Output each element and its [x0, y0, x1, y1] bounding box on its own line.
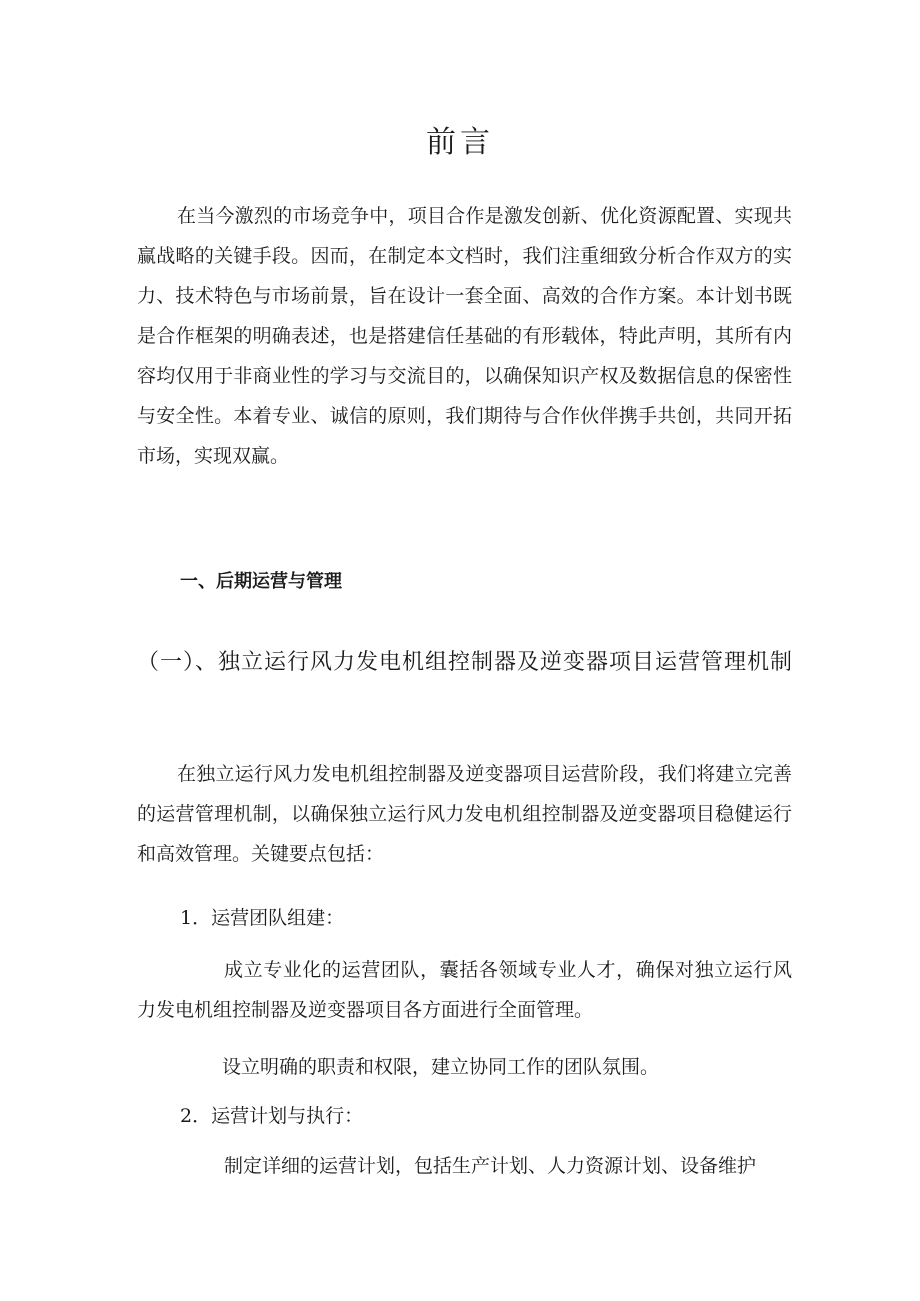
- responsibility-paragraph: 设立明确的职责和权限，建立协同工作的团队氛围。: [222, 1056, 660, 1078]
- list-item-plan-label: 2．运营计划与执行：: [180, 1105, 364, 1127]
- page-title: 前言: [426, 125, 494, 160]
- section-heading: 一、后期运营与管理: [180, 571, 342, 592]
- team-paragraph: 成立专业化的运营团队，囊括各领域专业人才，确保对独立运行风力发电机组控制器及逆变器项目各方面进行全面管理。: [137, 959, 792, 1021]
- list-item-team-label: 1．运营团队组建：: [180, 907, 345, 929]
- plan-paragraph: 制定详细的运营计划，包括生产计划、人力资源计划、设备维护: [224, 1155, 757, 1177]
- operations-paragraph: 在独立运行风力发电机组控制器及逆变器项目运营阶段，我们将建立完善的运营管理机制，以确保独立运行风力发电机组控制器及逆变器项目稳健运行和高效管理。关键要点包括：: [137, 763, 792, 865]
- intro-paragraph: 在当今激烈的市场竞争中，项目合作是激发创新、优化资源配置、实现共赢战略的关键手段。因而，在制定本文档时，我们注重细致分析合作双方的实力、技术特色与市场前景，旨在设计一套全面、高效的合作方案。本计划书既是合作框架的明确表述，也是搭建信任基础的有形载体，特此声明，其所有内容均仅用于非商业性的学习与交流目的，以确保知识产权及数据信息的保密性与安全性。本着专业、诚信的原则，我们期待与合作伙伴携手共创，共同开拓市场，实现双赢。: [137, 205, 792, 467]
- subsection-heading: （一）、独立运行风力发电机组控制器及逆变器项目运营管理机制: [137, 650, 794, 675]
